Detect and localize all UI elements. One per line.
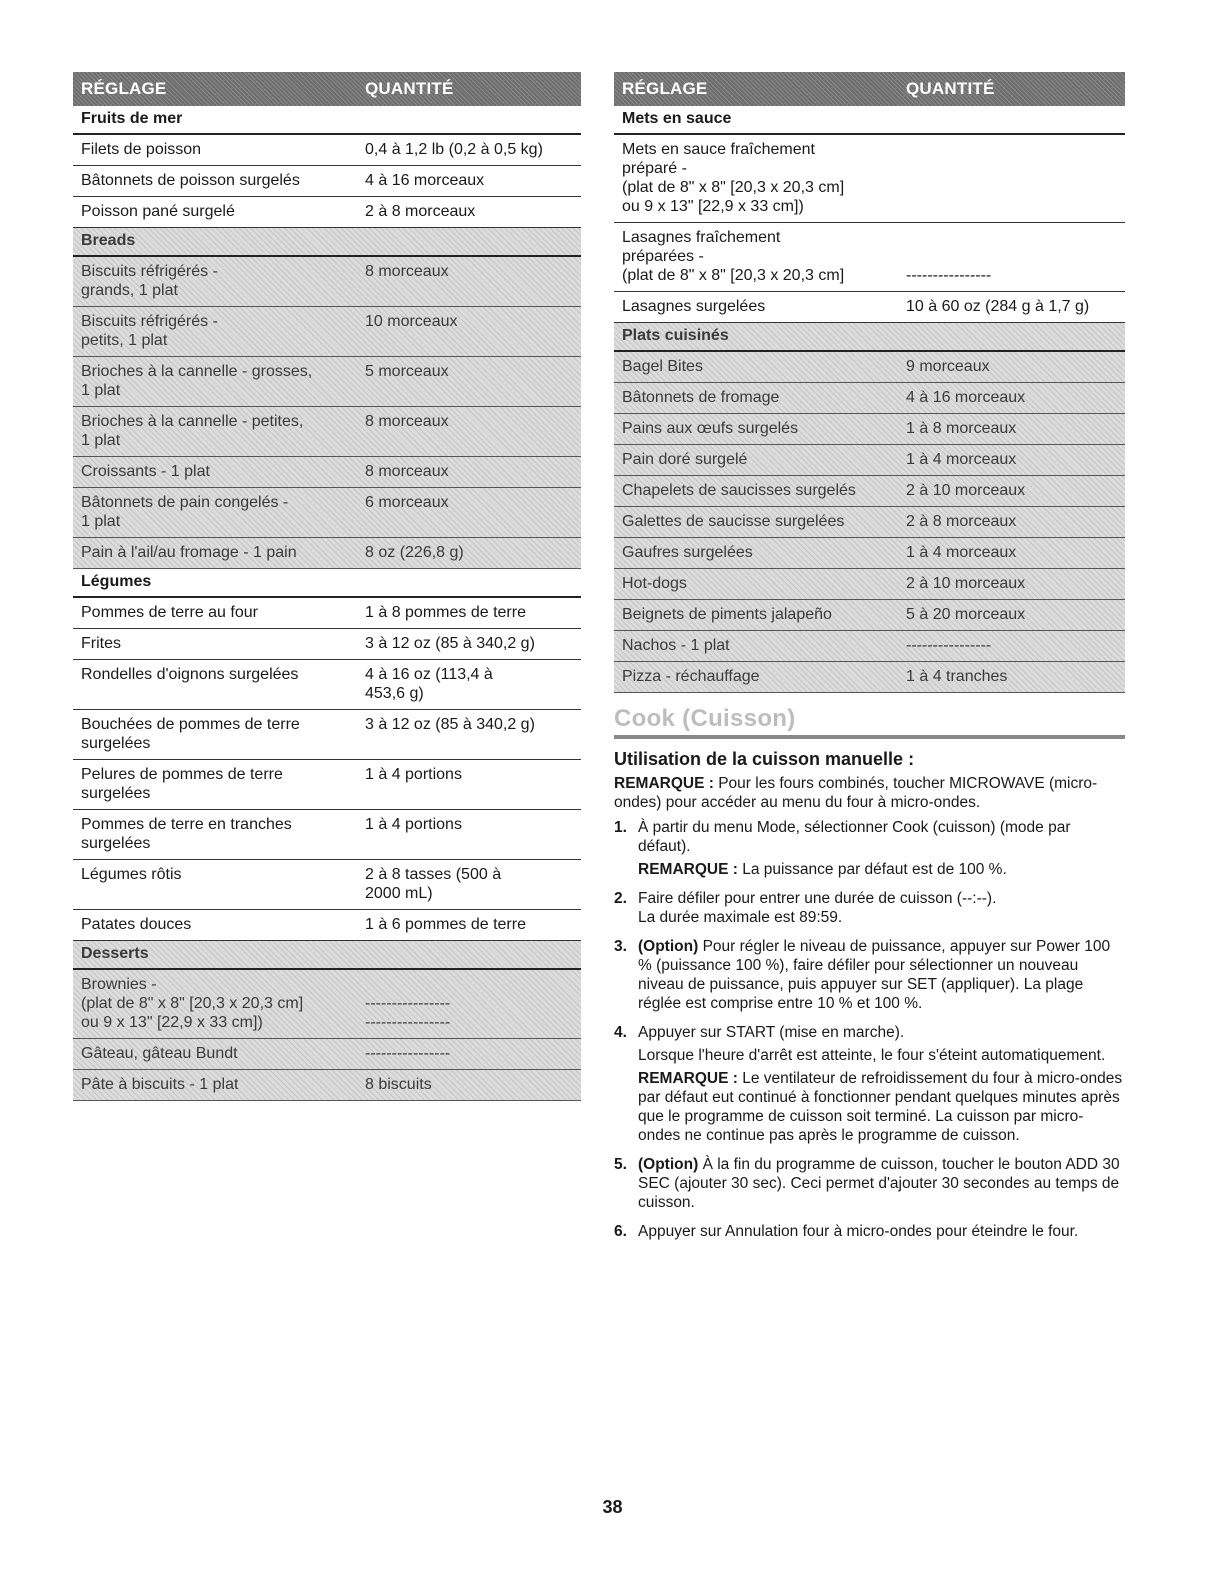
quantity-cell: 4 à 16 oz (113,4 à 453,6 g): [365, 666, 493, 702]
quantity-cell: 9 morceaux: [906, 358, 990, 375]
setting-cell: Gâteau, gâteau Bundt: [81, 1045, 238, 1062]
table-row: [73, 598, 581, 629]
category-heading: Plats cuisinés: [614, 323, 1125, 352]
quantity-cell: ---------------- ----------------: [365, 995, 451, 1031]
step-body: [638, 818, 1125, 883]
table-row: [73, 457, 581, 488]
cook-step: [614, 1023, 1125, 1149]
setting-cell: Bouchées de pommes de terre surgelées: [81, 716, 300, 752]
setting-cell: Filets de poisson: [81, 141, 202, 158]
cook-step: [614, 1155, 1125, 1216]
quantity-cell: 2 à 10 morceaux: [906, 482, 1026, 499]
table-row: [614, 223, 1125, 292]
step-instruction: Pour régler le niveau de puissance, appuyer sur Power 100 % (puissance 100 %), faire défiler pour sélectionner un nouveau niveau de puissance, puis appuyer sur SET (appliquer). La plage réglée est comprise entre 10 % et 100 %.: [638, 938, 1111, 1012]
step-text: [638, 818, 1125, 856]
setting-cell: Croissants - 1 plat: [81, 463, 210, 480]
setting-cell: Pain à l'ail/au fromage - 1 pain: [81, 544, 297, 561]
table-row: [73, 1039, 581, 1070]
category-heading: Fruits de mer: [73, 106, 581, 135]
setting-cell: Hot-dogs: [622, 575, 687, 592]
table-row: [73, 860, 581, 910]
setting-cell: Biscuits réfrigérés - grands, 1 plat: [81, 263, 218, 299]
step-number: 5.: [614, 1156, 627, 1173]
step-note: [638, 1069, 1125, 1145]
quantity-cell: 2 à 10 morceaux: [906, 575, 1026, 592]
step-text: [638, 1155, 1125, 1212]
quantity-cell: 2 à 8 morceaux: [906, 513, 1017, 530]
cook-section-title: Cook (Cuisson): [614, 705, 1125, 739]
quantity-cell: 10 morceaux: [365, 313, 458, 330]
setting-cell: Pelures de pommes de terre surgelées: [81, 766, 283, 802]
step-instruction: À partir du menu Mode, sélectionner Cook (cuisson) (mode par défaut).: [638, 819, 1071, 855]
table-row: [73, 810, 581, 860]
header-quantity: QUANTITÉ: [906, 79, 995, 98]
step-body: [638, 889, 996, 931]
step-number: 6.: [614, 1223, 627, 1240]
table-row: [614, 292, 1125, 323]
step-body: [638, 1023, 1125, 1149]
table-row: [73, 407, 581, 457]
table-row: [614, 600, 1125, 631]
quantity-cell: 2 à 8 tasses (500 à 2000 mL): [365, 866, 502, 902]
step-extra: Lorsque l'heure d'arrêt est atteinte, le four s'éteint automatiquement.: [638, 1047, 1106, 1064]
quantity-cell: 1 à 6 pommes de terre: [365, 916, 526, 933]
cook-step: [614, 889, 1125, 931]
header-setting: RÉGLAGE: [622, 79, 708, 98]
quantity-cell: 4 à 16 morceaux: [906, 389, 1026, 406]
setting-cell: Poisson pané surgelé: [81, 203, 235, 220]
quantity-cell: 3 à 12 oz (85 à 340,2 g): [365, 635, 535, 652]
step-text: [638, 1222, 1078, 1241]
table-row: [614, 445, 1125, 476]
left-settings-table: [73, 72, 581, 1101]
step-text: [638, 937, 1125, 1013]
setting-cell: Patates douces: [81, 916, 192, 933]
quantity-cell: 1 à 4 portions: [365, 816, 462, 833]
step-number: 4.: [614, 1024, 627, 1041]
note-text: La puissance par défaut est de 100 %.: [742, 861, 1007, 878]
table-row: [73, 538, 581, 569]
table-row: [73, 629, 581, 660]
table-row: [614, 414, 1125, 445]
quantity-cell: 1 à 4 morceaux: [906, 451, 1017, 468]
quantity-cell: 1 à 4 portions: [365, 766, 462, 783]
table-row: [614, 135, 1125, 223]
quantity-cell: ----------------: [906, 637, 992, 654]
setting-cell: Biscuits réfrigérés - petits, 1 plat: [81, 313, 218, 349]
cook-intro-note: [614, 774, 1125, 812]
table-row: [73, 197, 581, 228]
step-body: [638, 937, 1125, 1017]
table-row: [73, 307, 581, 357]
table-row: [614, 476, 1125, 507]
quantity-cell: 8 morceaux: [365, 263, 449, 280]
cook-steps-list: [614, 818, 1125, 1245]
table-row: [73, 970, 581, 1039]
table-row: [614, 352, 1125, 383]
setting-cell: Brioches à la cannelle - grosses, 1 plat: [81, 363, 313, 399]
quantity-cell: 1 à 4 tranches: [906, 668, 1008, 685]
setting-cell: Pains aux œufs surgelés: [622, 420, 799, 437]
category-heading: Desserts: [73, 941, 581, 970]
note-label: REMARQUE :: [614, 775, 714, 792]
step-option-label: (Option): [638, 938, 699, 955]
step-instruction: Faire défiler pour entrer une durée de cuisson (--:--). La durée maximale est 89:59.: [638, 890, 997, 926]
note-label: REMARQUE :: [638, 1070, 738, 1087]
setting-cell: Pain doré surgelé: [622, 451, 748, 468]
table-row: [73, 135, 581, 166]
table-row: [73, 166, 581, 197]
table-row: [73, 710, 581, 760]
quantity-cell: ----------------: [906, 267, 992, 284]
header-setting: RÉGLAGE: [81, 79, 167, 98]
table-row: [73, 760, 581, 810]
table-row: [73, 660, 581, 710]
table-row: [73, 488, 581, 538]
step-instruction: À la fin du programme de cuisson, toucher le bouton ADD 30 SEC (ajouter 30 sec). Ceci permet d'ajouter 30 secondes au temps de cuisson.: [638, 1156, 1120, 1211]
step-number: 1.: [614, 819, 627, 836]
setting-cell: Bâtonnets de poisson surgelés: [81, 172, 300, 189]
quantity-cell: 6 morceaux: [365, 494, 449, 511]
step-text: [638, 1023, 1125, 1042]
quantity-cell: 0,4 à 1,2 lb (0,2 à 0,5 kg): [365, 141, 543, 158]
table-row: [73, 910, 581, 941]
quantity-cell: 1 à 8 pommes de terre: [365, 604, 526, 621]
setting-cell: Beignets de piments jalapeño: [622, 606, 832, 623]
setting-cell: Galettes de saucisse surgelées: [622, 513, 845, 530]
table-row: [614, 383, 1125, 414]
table-row: [614, 662, 1125, 693]
table-header: [73, 72, 581, 106]
note-text: Pour les fours combinés, toucher MICROWAVE (micro-ondes) pour accéder au menu du four à micro-ondes.: [614, 775, 1098, 811]
setting-cell: Brioches à la cannelle - petites, 1 plat: [81, 413, 304, 449]
table-row: [614, 631, 1125, 662]
setting-cell: Frites: [81, 635, 121, 652]
setting-cell: Lasagnes fraîchement préparées - (plat de 8" x 8" [20,3 x 20,3 cm]: [622, 229, 845, 284]
cook-step: [614, 937, 1125, 1017]
setting-cell: Mets en sauce fraîchement préparé - (plat de 8" x 8" [20,3 x 20,3 cm] ou 9 x 13" [22,9 x 33 cm]): [622, 141, 845, 215]
setting-cell: Rondelles d'oignons surgelées: [81, 666, 299, 683]
step-instruction: Appuyer sur Annulation four à micro-ondes pour éteindre le four.: [638, 1223, 1079, 1240]
table-row: [73, 1070, 581, 1101]
setting-cell: Bâtonnets de pain congelés - 1 plat: [81, 494, 289, 530]
category-heading: Breads: [73, 228, 581, 257]
cook-subtitle: Utilisation de la cuisson manuelle :: [614, 749, 915, 769]
category-heading: Mets en sauce: [614, 106, 1125, 135]
header-quantity: QUANTITÉ: [365, 79, 454, 98]
setting-cell: Pommes de terre en tranches surgelées: [81, 816, 292, 852]
step-instruction: Appuyer sur START (mise en marche).: [638, 1024, 905, 1041]
quantity-cell: 8 morceaux: [365, 413, 449, 430]
setting-cell: Pizza - réchauffage: [622, 668, 760, 685]
setting-cell: Légumes rôtis: [81, 866, 182, 883]
table-row: [73, 357, 581, 407]
quantity-cell: 2 à 8 morceaux: [365, 203, 476, 220]
quantity-cell: ----------------: [365, 1045, 451, 1062]
setting-cell: Bâtonnets de fromage: [622, 389, 780, 406]
step-option-label: (Option): [638, 1156, 699, 1173]
cook-step: [614, 1222, 1125, 1245]
quantity-cell: 8 oz (226,8 g): [365, 544, 464, 561]
setting-cell: Lasagnes surgelées: [622, 298, 766, 315]
note-text: Le ventilateur de refroidissement du four à micro-ondes par défaut eut continué à fonctionner pendant quelques minutes après que le programme de cuisson soit terminé. La cuisson par micro-ondes ne continue pas après le programme de cuisson.: [638, 1070, 1123, 1144]
quantity-cell: 5 à 20 morceaux: [906, 606, 1026, 623]
note-label: REMARQUE :: [638, 861, 738, 878]
table-row: [614, 507, 1125, 538]
table-row: [73, 257, 581, 307]
quantity-cell: 8 morceaux: [365, 463, 449, 480]
setting-cell: Nachos - 1 plat: [622, 637, 730, 654]
setting-cell: Bagel Bites: [622, 358, 703, 375]
quantity-cell: 10 à 60 oz (284 g à 1,7 g): [906, 298, 1090, 315]
step-body: [638, 1222, 1078, 1245]
step-text: [638, 889, 996, 927]
table-header: [614, 72, 1125, 106]
setting-cell: Pommes de terre au four: [81, 604, 258, 621]
step-body: [638, 1155, 1125, 1216]
table-row: [614, 569, 1125, 600]
step-number: 3.: [614, 938, 627, 955]
quantity-cell: 3 à 12 oz (85 à 340,2 g): [365, 716, 535, 733]
setting-cell: Brownies - (plat de 8" x 8" [20,3 x 20,3 cm] ou 9 x 13" [22,9 x 33 cm]): [81, 976, 304, 1031]
setting-cell: Pâte à biscuits - 1 plat: [81, 1076, 239, 1093]
step-note: [638, 860, 1125, 879]
quantity-cell: 1 à 8 morceaux: [906, 420, 1017, 437]
quantity-cell: 5 morceaux: [365, 363, 449, 380]
category-heading: Légumes: [73, 569, 581, 598]
quantity-cell: 8 biscuits: [365, 1076, 432, 1093]
table-row: [614, 538, 1125, 569]
setting-cell: Chapelets de saucisses surgelés: [622, 482, 856, 499]
right-column: [614, 72, 1125, 1251]
quantity-cell: 4 à 16 morceaux: [365, 172, 485, 189]
cook-step: [614, 818, 1125, 883]
setting-cell: Gaufres surgelées: [622, 544, 753, 561]
step-number: 2.: [614, 890, 627, 907]
quantity-cell: 1 à 4 morceaux: [906, 544, 1017, 561]
page-number: 38: [602, 1497, 623, 1517]
